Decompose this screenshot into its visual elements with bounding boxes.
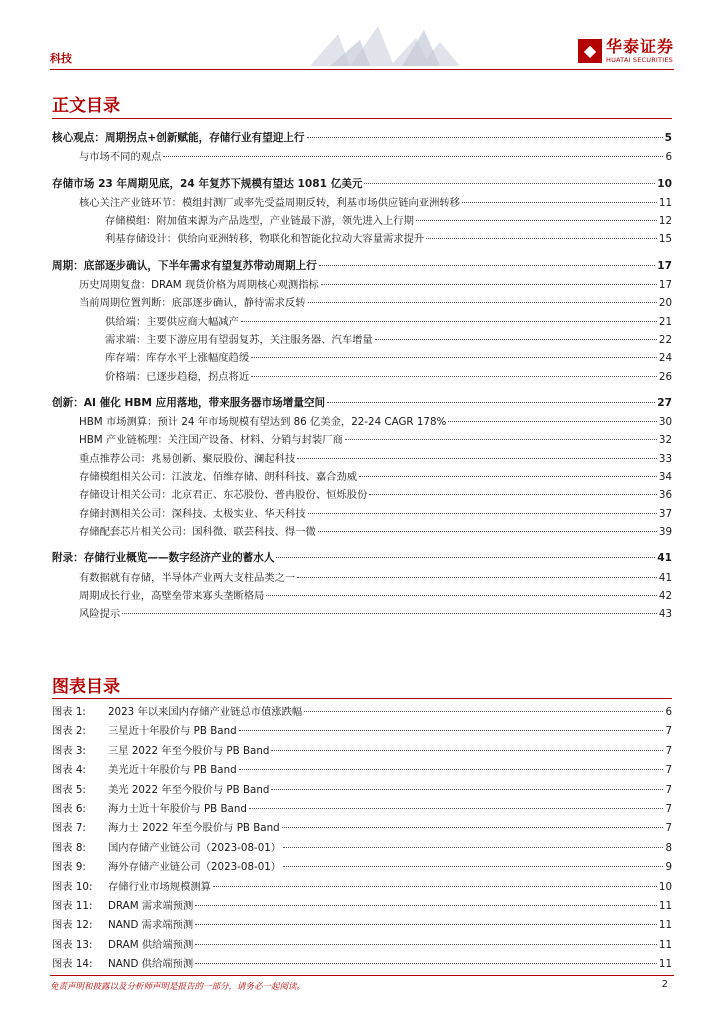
toc-entry[interactable]: 核心关注产业链环节：模组封测厂或率先受益周期反转，利基市场供应链向亚洲转移 11 — [79, 196, 672, 209]
toc-entry[interactable]: 历史周期复盘：DRAM 现货价格为周期核心观测指标 17 — [79, 279, 672, 292]
disclaimer-note: 免责声明和披露以及分析师声明是报告的一部分，请务必一起阅读。 — [50, 982, 306, 992]
figures-title: 图表目录 — [52, 677, 120, 697]
toc-entry[interactable]: 核心观点：周期拐点+创新赋能，存储行业有望迎上行 5 — [52, 132, 672, 144]
toc-entry[interactable]: 有数据就有存储，半导体产业两大支柱品类之一 41 — [79, 571, 672, 584]
figure-entry[interactable]: 图表 1: 2023 年以来国内存储产业链总市值涨跌幅 6 — [52, 706, 672, 718]
toc-entry[interactable]: 重点推荐公司：兆易创新、聚辰股份、澜起科技 33 — [79, 452, 672, 465]
figure-entry[interactable]: 图表 11: DRAM 需求端预测 11 — [52, 899, 672, 912]
toc-entry[interactable]: 利基存储设计：供给向亚洲转移，物联化和智能化拉动大容量需求提升 15 — [105, 233, 672, 246]
toc-title-divider — [52, 118, 672, 119]
toc-entry[interactable]: HBM 产业链梳理：关注国产设备、材料、分销与封装厂商 32 — [79, 434, 672, 447]
toc-entry[interactable]: 风险提示 43 — [79, 608, 672, 621]
figure-entry[interactable]: 图表 9: 海外存储产业链公司（2023-08-01） 9 — [52, 861, 672, 874]
figure-entry[interactable]: 图表 4: 美光近十年股价与 PB Band 7 — [52, 764, 672, 777]
footer-divider — [50, 975, 674, 976]
toc-entry[interactable]: HBM 市场测算：预计 24 年市场规模有望达到 86 亿美金，22-24 CAGR 178% 30 — [79, 416, 672, 429]
toc-entry[interactable]: 与市场不同的观点 6 — [79, 151, 672, 164]
toc-entry[interactable]: 存储模组相关公司：江波龙、佰维存储、朗科科技、嘉合劲威 34 — [79, 471, 672, 484]
logo-chinese-name: 华泰证券 — [605, 37, 674, 56]
header-decoration — [290, 20, 480, 68]
header-section-label: 科技 — [50, 52, 72, 65]
figure-entry[interactable]: 图表 2: 三星近十年股价与 PB Band 7 — [52, 725, 672, 738]
toc-entry[interactable]: 当前周期位置判断：底部逐步确认，静待需求反转 20 — [79, 297, 672, 310]
logo-mark-icon: ◆ — [578, 39, 602, 63]
table-of-contents — [52, 130, 672, 623]
toc-title: 正文目录 — [52, 96, 120, 116]
header-divider — [50, 69, 674, 70]
figure-entry[interactable]: 图表 8: 国内存储产业链公司（2023-08-01） 8 — [52, 841, 672, 854]
page-number: 2 — [661, 979, 668, 990]
toc-entry[interactable]: 价格端：已逐步趋稳，拐点将近 26 — [105, 370, 672, 383]
huatai-logo — [578, 38, 674, 64]
toc-entry[interactable]: 存储封测相关公司：深科技、太极实业、华天科技 37 — [79, 507, 672, 520]
toc-entry[interactable]: 供给端：主要供应商大幅减产 21 — [105, 315, 672, 328]
toc-entry[interactable]: 周期成长行业，高壁垒带来寡头垄断格局 42 — [79, 589, 672, 602]
toc-entry[interactable]: 附录：存储行业概览——数字经济产业的蓄水人 41 — [52, 552, 672, 565]
toc-entry[interactable]: 库存端：库存水平上涨幅度趋缓 24 — [105, 352, 672, 365]
list-of-figures — [52, 703, 672, 974]
logo-english-name: HUATAI SECURITIES — [605, 56, 673, 64]
toc-entry[interactable]: 需求端：主要下游应用有望弱复苏，关注服务器、汽车增量 22 — [105, 333, 672, 346]
figure-entry[interactable]: 图表 5: 美光 2022 年至今股价与 PB Band 7 — [52, 783, 672, 796]
toc-entry[interactable]: 周期：底部逐步确认，下半年需求有望复苏带动周期上行 17 — [52, 259, 672, 272]
figure-entry[interactable]: 图表 14: NAND 供给端预测 11 — [52, 958, 672, 971]
figure-entry[interactable]: 图表 12: NAND 需求端预测 11 — [52, 919, 672, 932]
toc-entry[interactable]: 存储设计相关公司：北京君正、东芯股份、普冉股份、恒烁股份 36 — [79, 489, 672, 502]
figure-entry[interactable]: 图表 3: 三星 2022 年至今股价与 PB Band 7 — [52, 744, 672, 757]
toc-entry[interactable]: 存储市场 23 年周期见底，24 年复苏下规模有望达 1081 亿美元 10 — [52, 177, 672, 190]
figure-entry[interactable]: 图表 6: 海力士近十年股价与 PB Band 7 — [52, 802, 672, 815]
figure-entry[interactable]: 图表 13: DRAM 供给端预测 11 — [52, 938, 672, 951]
toc-entry[interactable]: 存储配套芯片相关公司：国科微、联芸科技、得一微 39 — [79, 525, 672, 538]
figure-entry[interactable]: 图表 7: 海力士 2022 年至今股价与 PB Band 7 — [52, 822, 672, 835]
toc-entry[interactable]: 创新：AI 催化 HBM 应用落地，带来服务器市场增量空间 27 — [52, 396, 672, 409]
figure-entry[interactable]: 图表 10: 存储行业市场规模测算 10 — [52, 880, 672, 893]
figures-title-divider — [52, 698, 672, 699]
toc-entry[interactable]: 存储模组：附加值来源为产品选型，产业链最下游，领先进入上行期 12 — [105, 215, 672, 228]
